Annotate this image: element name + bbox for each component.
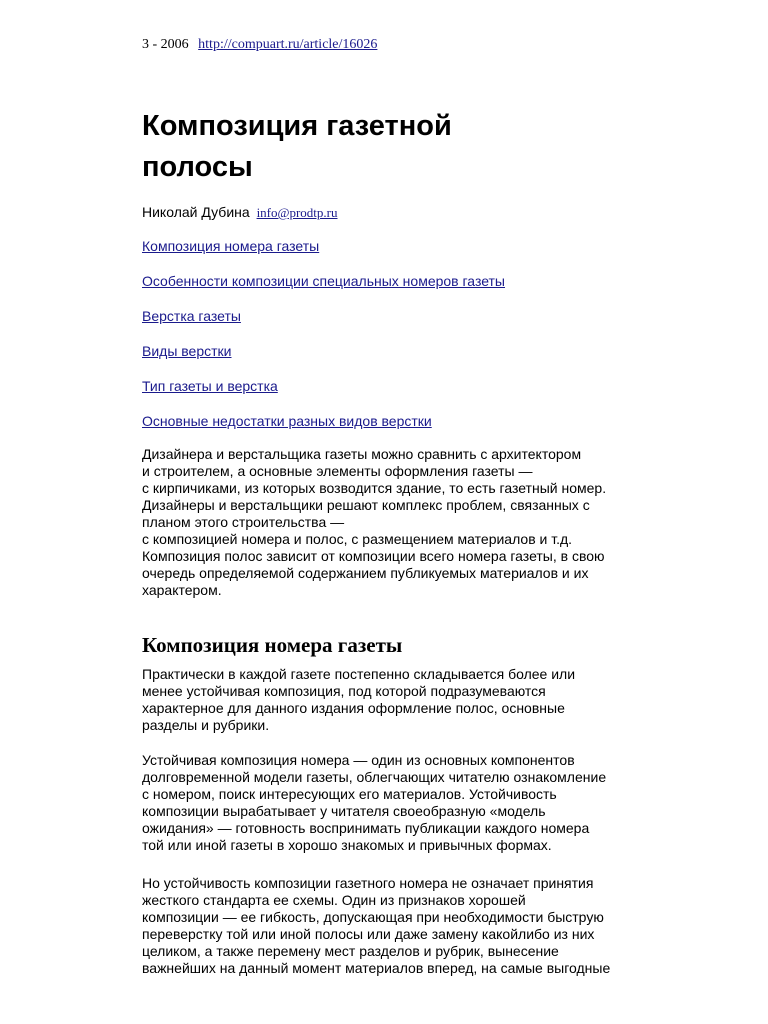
toc-link-special-issues[interactable]: Особенности композиции специальных номеров газеты <box>142 273 505 289</box>
toc-link-layout-flaws[interactable]: Основные недостатки разных видов верстки <box>142 413 432 429</box>
toc-link-layout[interactable]: Верстка газеты <box>142 308 241 324</box>
text-line: с композицией номера и полос, с размещением материалов и т.д. <box>142 531 573 547</box>
text-line: с кирпичиками, из которых возводится здание, то есть газетный номер. <box>142 480 607 496</box>
text-line: переверстку той или иной полосы или даже замену какойлибо из них <box>142 926 595 942</box>
text-line: Устойчивая композиция номера — один из основных компонентов <box>142 752 575 768</box>
text-line: долговременной модели газеты, облегчающих читателю ознакомление <box>142 769 607 785</box>
text-line: целиком, а также перемену мест разделов и рубрик, вынесение <box>142 943 559 959</box>
issue-number: 3 - 2006 <box>142 37 189 52</box>
section-heading: Композиция номера газеты <box>142 633 403 657</box>
source-link[interactable]: http://compuart.ru/article/16026 <box>198 37 378 52</box>
text-line: композиции вырабатывает у читателя своеобразную «модель <box>142 803 546 819</box>
author-name: Николай Дубина <box>142 204 250 220</box>
text-line: жесткого стандарта ее схемы. Один из признаков хорошей <box>142 892 526 908</box>
toc-item <box>142 376 505 411</box>
text-line: Дизайнеры и верстальщики решают комплекс проблем, связанных с <box>142 497 590 513</box>
text-line: Композиция полос зависит от композиции всего номера газеты, в свою <box>142 548 605 564</box>
toc-item <box>142 271 505 306</box>
article-title-line: полосы <box>142 151 253 183</box>
text-line: ожидания» — готовность воспринимать публикации каждого номера <box>142 820 590 836</box>
text-line: планом этого строительства — <box>142 514 345 530</box>
text-line: характерное для данного издания оформление полос, основные <box>142 700 565 716</box>
body-paragraph <box>142 666 662 734</box>
text-line: с номером, поиск интересующих его материалов. Устойчивость <box>142 786 557 802</box>
toc-link-composition[interactable]: Композиция номера газеты <box>142 238 320 254</box>
intro-paragraph <box>142 446 662 599</box>
toc-link-newspaper-type[interactable]: Тип газеты и верстка <box>142 378 278 394</box>
text-line: важнейших на данный момент материалов вперед, на самые выгодные <box>142 960 611 976</box>
text-line: очередь определяемой содержанием публикуемых материалов и их <box>142 565 589 581</box>
toc-item <box>142 341 505 376</box>
text-line: характером. <box>142 582 222 598</box>
body-paragraph <box>142 752 662 854</box>
text-line: разделы и рубрики. <box>142 717 270 733</box>
toc-item <box>142 306 505 341</box>
toc-item <box>142 236 505 271</box>
table-of-contents <box>142 236 505 446</box>
text-line: той или иной газеты в хорошо знакомых и привычных формах. <box>142 837 552 853</box>
article-title-line: Композиция газетной <box>142 110 452 142</box>
article-title <box>142 106 662 188</box>
body-paragraph <box>142 875 662 977</box>
toc-item <box>142 411 505 446</box>
text-line: и строителем, а основные элементы оформления газеты — <box>142 463 533 479</box>
source-header <box>142 37 377 53</box>
text-line: композиции — ее гибкость, допускающая при необходимости быструю <box>142 909 604 925</box>
author-line <box>142 204 338 221</box>
text-line: Дизайнера и верстальщика газеты можно сравнить с архитектором <box>142 446 582 462</box>
text-line: Но устойчивость композиции газетного номера не означает принятия <box>142 875 594 891</box>
text-line: менее устойчивая композиция, под которой подразумеваются <box>142 683 546 699</box>
toc-link-layout-types[interactable]: Виды верстки <box>142 343 232 359</box>
text-line: Практически в каждой газете постепенно складывается более или <box>142 666 576 682</box>
author-email-link[interactable]: info@prodtp.ru <box>256 205 338 220</box>
